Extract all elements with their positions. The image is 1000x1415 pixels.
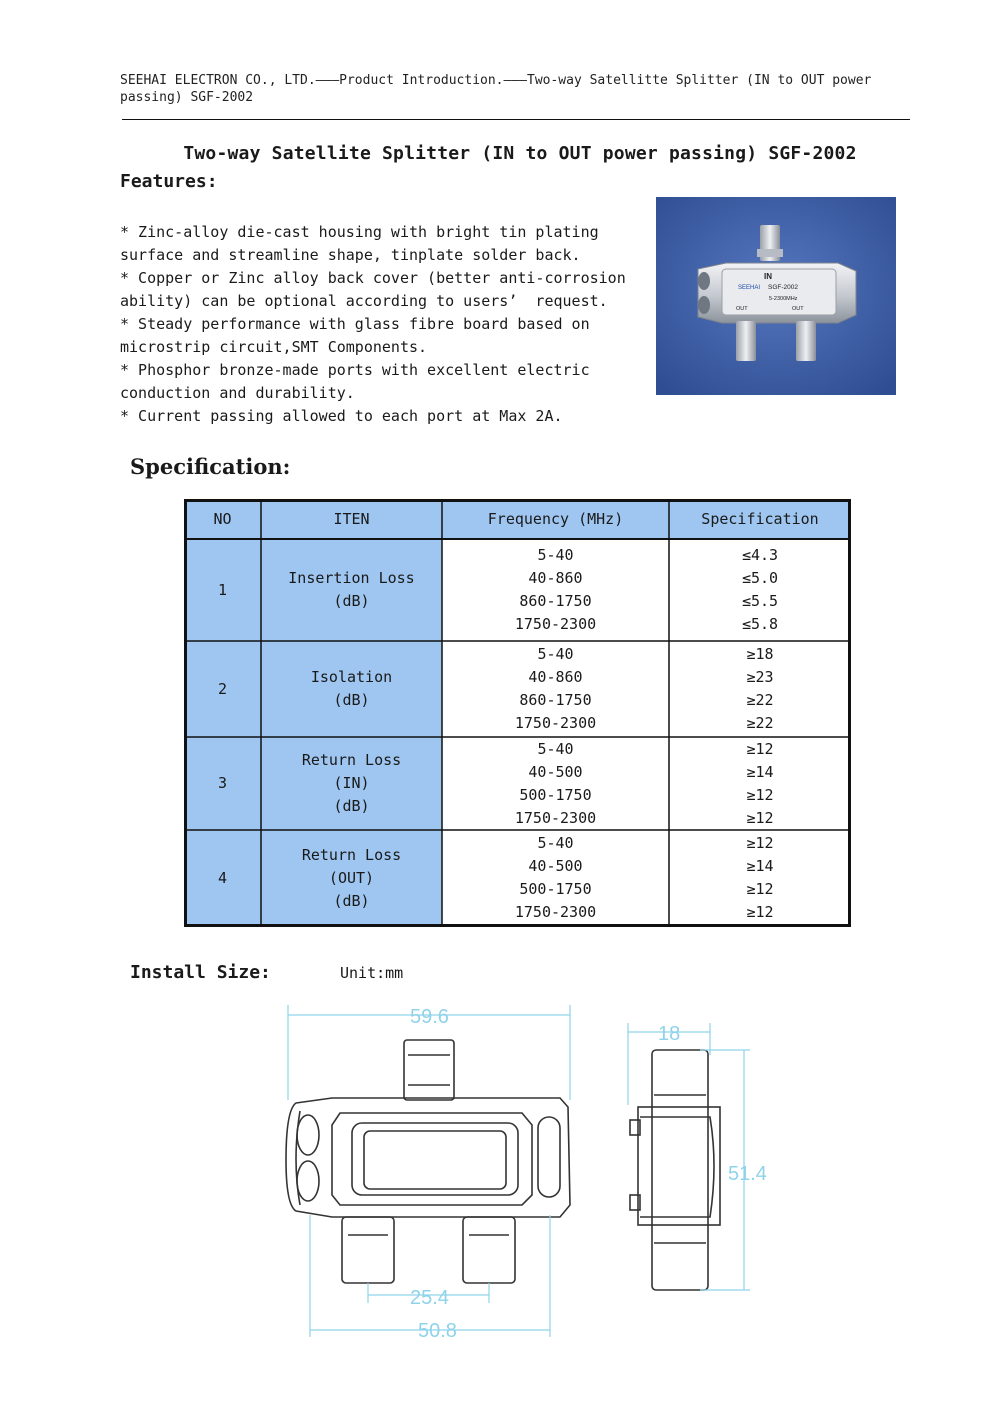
specification-heading: Specification:: [130, 454, 291, 479]
side-view: [630, 1050, 720, 1290]
row-item-line: Return Loss: [301, 751, 402, 769]
row-item-line: (dB): [333, 592, 370, 610]
row-frequency: [442, 643, 669, 735]
document-title: Two-way Satellite Splitter (IN to OUT power passing) SGF-2002: [183, 143, 857, 164]
photo-label-freq: 5-2300MHz: [769, 296, 798, 302]
feature-line: * Current passing allowed to each port at Max 2A.: [120, 407, 563, 425]
row-item-line: (dB): [333, 797, 370, 815]
header-divider: [122, 119, 910, 120]
feature-line: * Steady performance with glass fibre board based on: [120, 315, 590, 333]
dimension-depth: 18: [658, 1023, 681, 1045]
row-frequency: [442, 832, 669, 924]
row-no: 2: [217, 680, 228, 698]
page-header: SEEHAI ELECTRON CO., LTD.———Product Introduction.———Two-way Satellitte Splitter (IN to OUT power passing) SGF-2002: [120, 73, 872, 105]
frequency-value: 40-500: [528, 763, 583, 781]
row-item-line: (dB): [333, 691, 370, 709]
feature-line: * Copper or Zinc alloy back cover (better anti-corrosion: [120, 269, 626, 287]
row-frequency: [442, 738, 669, 830]
port-out-left: [736, 321, 756, 361]
feature-line: surface and streamline shape, tinplate solder back.: [120, 246, 581, 264]
row-no: 3: [217, 774, 228, 792]
frequency-value: 500-1750: [519, 786, 592, 804]
frequency-value: 5-40: [537, 740, 574, 758]
feature-line: ability) can be optional according to users’ request.: [120, 292, 608, 310]
dimension-lines: [288, 1005, 750, 1337]
frequency-value: 860-1750: [519, 592, 592, 610]
feature-line: conduction and durability.: [120, 384, 355, 402]
row-item-line: Return Loss: [301, 846, 402, 864]
frequency-value: 5-40: [537, 645, 574, 663]
row-item-line: Isolation: [310, 668, 393, 686]
row-frequency: [442, 544, 669, 636]
dimension-port-pitch: 25.4: [410, 1287, 449, 1309]
feature-line: * Zinc-alloy die-cast housing with bright tin plating: [120, 223, 599, 241]
photo-label-model: SGF-2002: [768, 284, 798, 291]
table-header-frequency: Frequency (MHz): [487, 510, 624, 528]
photo-label-out-left: OUT: [736, 306, 748, 312]
row-spec: [669, 643, 851, 735]
row-no: 4: [217, 869, 228, 887]
frequency-value: 5-40: [537, 546, 574, 564]
frequency-value: 40-860: [528, 668, 583, 686]
spec-value: ≥12: [746, 880, 774, 898]
dimension-width-total: 59.6: [410, 1006, 449, 1028]
spec-value: ≥22: [746, 714, 774, 732]
row-spec: [669, 738, 851, 830]
frequency-value: 1750-2300: [514, 615, 597, 633]
feature-line: microstrip circuit,SMT Components.: [120, 338, 428, 356]
port-out-right: [796, 321, 816, 361]
spec-value: ≤5.8: [741, 615, 779, 633]
spec-value: ≥12: [746, 834, 774, 852]
spec-value: ≤5.0: [741, 569, 779, 587]
photo-label-out-right: OUT: [792, 306, 804, 312]
frequency-value: 1750-2300: [514, 714, 597, 732]
row-item: [261, 844, 442, 913]
spec-value: ≥12: [746, 809, 774, 827]
specification-table: [184, 499, 851, 927]
row-item: [261, 567, 442, 613]
row-item-line: (IN): [333, 774, 370, 792]
table-header-specification: Specification: [701, 510, 819, 528]
frequency-value: 1750-2300: [514, 903, 597, 921]
row-spec: [669, 832, 851, 924]
photo-label-brand: SEEHAI: [738, 285, 761, 291]
row-item-line: (dB): [333, 892, 370, 910]
dimension-height: 51.4: [728, 1163, 767, 1185]
table-header-item: ITEN: [333, 510, 370, 528]
features-heading: Features:: [120, 171, 218, 192]
row-item-line: Insertion Loss: [288, 569, 415, 587]
row-spec: [669, 544, 851, 636]
product-photo: [656, 197, 896, 395]
spec-value: ≤5.5: [741, 592, 779, 610]
frequency-value: 500-1750: [519, 880, 592, 898]
spec-value: ≥22: [746, 691, 774, 709]
spec-value: ≥18: [746, 645, 774, 663]
spec-value: ≥12: [746, 903, 774, 921]
spec-value: ≥12: [746, 740, 774, 758]
front-view: [286, 1040, 570, 1283]
row-item: [261, 666, 442, 712]
row-item-line: (OUT): [328, 869, 375, 887]
photo-label-in: IN: [764, 272, 772, 281]
feature-line: * Phosphor bronze-made ports with excellent electric: [120, 361, 590, 379]
row-no: 1: [217, 581, 228, 599]
spec-value: ≥14: [746, 857, 774, 875]
row-item: [261, 749, 442, 818]
spec-value: ≤4.3: [741, 546, 779, 564]
spec-value: ≥12: [746, 786, 774, 804]
frequency-value: 860-1750: [519, 691, 592, 709]
features-list: [120, 221, 640, 428]
unit-label: Unit:mm: [340, 964, 404, 982]
spec-value: ≥23: [746, 668, 774, 686]
frequency-value: 1750-2300: [514, 809, 597, 827]
dimension-width-body: 50.8: [418, 1320, 457, 1342]
install-size-drawing: [270, 995, 790, 1360]
frequency-value: 40-500: [528, 857, 583, 875]
spec-value: ≥14: [746, 763, 774, 781]
frequency-value: 5-40: [537, 834, 574, 852]
table-header-no: NO: [213, 510, 232, 528]
frequency-value: 40-860: [528, 569, 583, 587]
install-size-heading: Install Size:: [130, 962, 271, 983]
